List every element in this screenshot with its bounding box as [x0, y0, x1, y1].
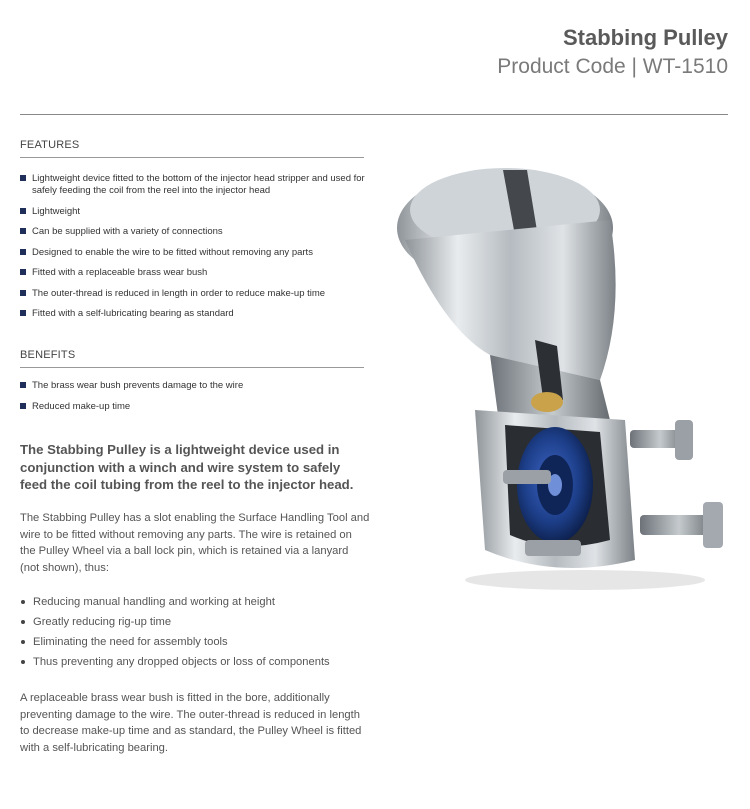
- body-paragraph-1: The Stabbing Pulley has a slot enabling the Surface Handling Tool and wire to be fitted without removing any parts. The wire is retained on the Pulley Wheel via a ball lock pin, which is retained via a lanyard (not shown), thus:: [20, 512, 370, 574]
- bullet-square-icon: [20, 175, 26, 181]
- feature-item: Lightweight device fitted to the bottom of the injector head stripper and used for safely feeding the coil from the reel into the injector head: [20, 173, 370, 197]
- product-image: [385, 140, 750, 600]
- benefits-heading: BENEFITS: [20, 349, 76, 361]
- benefit-item: The brass wear bush prevents damage to the wire: [20, 380, 370, 392]
- benefit-item: Reduced make-up time: [20, 401, 370, 413]
- feature-item: The outer-thread is reduced in length in order to reduce make-up time: [20, 288, 370, 300]
- lead-paragraph: The Stabbing Pulley is a lightweight device used in conjunction with a winch and wire system to safely feed the coil tubing from the reel to the injector head.: [20, 442, 354, 492]
- body-bullet-list: [20, 595, 370, 675]
- feature-item: Fitted with a replaceable brass wear bush: [20, 267, 370, 279]
- bullet-square-icon: [20, 310, 26, 316]
- features-rule: [20, 157, 364, 158]
- stabbing-pulley-illustration: [385, 140, 750, 600]
- list-item: Thus preventing any dropped objects or loss of components: [20, 655, 370, 670]
- benefits-rule: [20, 367, 364, 368]
- feature-item: Designed to enable the wire to be fitted without removing any parts: [20, 247, 370, 259]
- list-item: Greatly reducing rig-up time: [20, 615, 370, 630]
- benefits-list: [20, 380, 370, 421]
- page-title: Stabbing Pulley: [562, 25, 728, 50]
- product-code: Product Code | WT-1510: [497, 55, 728, 78]
- feature-item: Fitted with a self-lubricating bearing as standard: [20, 308, 370, 320]
- header-rule: [20, 114, 728, 115]
- list-item: Eliminating the need for assembly tools: [20, 635, 370, 650]
- bullet-dot-icon: [21, 660, 25, 664]
- bullet-square-icon: [20, 403, 26, 409]
- list-item: Reducing manual handling and working at height: [20, 595, 370, 610]
- feature-item: Lightweight: [20, 206, 370, 218]
- bullet-square-icon: [20, 208, 26, 214]
- bullet-square-icon: [20, 290, 26, 296]
- bullet-dot-icon: [21, 640, 25, 644]
- features-heading: FEATURES: [20, 139, 80, 151]
- bullet-square-icon: [20, 382, 26, 388]
- bullet-square-icon: [20, 269, 26, 275]
- features-list: [20, 173, 370, 329]
- bullet-dot-icon: [21, 600, 25, 604]
- bullet-dot-icon: [21, 620, 25, 624]
- bullet-square-icon: [20, 249, 26, 255]
- body-paragraph-2: A replaceable brass wear bush is fitted in the bore, additionally preventing damage to the wire. The outer-thread is reduced in length to decrease make-up time and as standard, the Pulley Wheel is fitted with a self-lubricating bearing.: [20, 692, 362, 754]
- feature-item: Can be supplied with a variety of connections: [20, 226, 370, 238]
- bullet-square-icon: [20, 228, 26, 234]
